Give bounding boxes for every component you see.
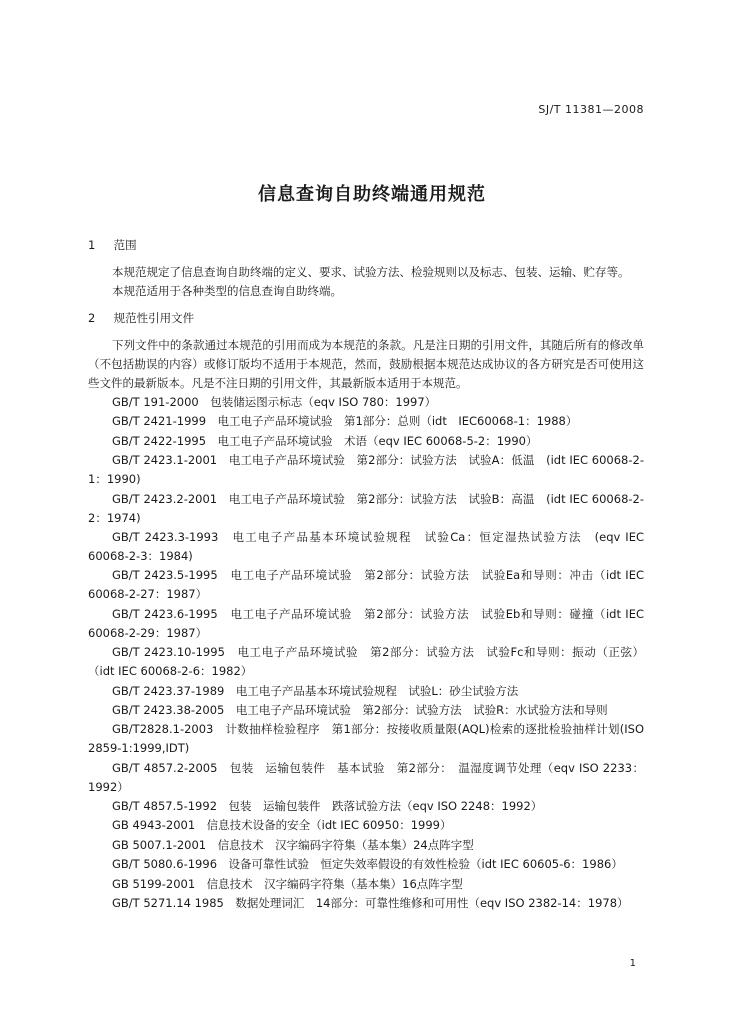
references-intro-paragraph: 下列文件中的条款通过本规范的引用而成为本规范的条款。凡是注日期的引用文件，其随后所有的修改单（不包括勘误的内容）或修订版均不适用于本规范，然而，鼓励根据本规范达成协议的各方研究是否可使用这些文件的最新版本。凡是不注日期的引用文件，其最新版本适用于本规范。 xyxy=(88,338,644,390)
scope-paragraph: 本规范适用于各种类型的信息查询自助终端。 xyxy=(112,284,342,298)
section-heading-scope xyxy=(88,236,644,255)
reference-item: GB/T 4857.5-1992 包装 运输包装件 跌落试验方法（eqv ISO 2248：1992） xyxy=(112,799,543,814)
reference-item: GB/T 2421-1999 电工电子产品环境试验 第1部分：总则（idt IEC60068-1：1988） xyxy=(112,414,578,429)
standard-code: SJ/T 11381—2008 xyxy=(538,103,644,116)
section-number: 1 xyxy=(88,238,96,252)
page-number: 1 xyxy=(629,958,636,969)
section-heading-normative-references xyxy=(88,309,644,328)
reference-item: GB/T 2422-1995 电工电子产品环境试验 术语（eqv IEC 60068-5-2：1990） xyxy=(112,433,538,448)
reference-item: GB/T 5271.14 1985 数据处理词汇 14部分：可靠性维修和可用性（eqv ISO 2382-14：1978） xyxy=(112,896,629,911)
document-title: 信息查询自助终端通用规范 xyxy=(258,184,486,205)
section-number: 2 xyxy=(88,311,96,325)
reference-item: GB/T 5080.6-1996 设备可靠性试验 恒定失效率假设的有效性检验（idt IEC 60605-6：1986） xyxy=(112,857,623,872)
reference-item: GB/T 2423.2-2001 电工电子产品环境试验 第2部分：试验方法 试验B：高温 (idt IEC 60068-2-2：1974) xyxy=(88,491,644,525)
section-title: 规范性引用文件 xyxy=(113,311,195,325)
reference-item: GB/T 191-2000 包装储运图示标志（eqv ISO 780：1997） xyxy=(112,395,437,409)
reference-item: GB/T 2423.5-1995 电工电子产品环境试验 第2部分：试验方法 试验Ea和导则：冲击（idt IEC 60068-2-27：1987） xyxy=(88,568,644,602)
section-title: 范围 xyxy=(113,238,137,252)
reference-item: GB/T 2423.38-2005 电工电子产品环境试验 第2部分：试验方法 试验R：水试验方法和导则 xyxy=(112,702,608,717)
reference-item: GB/T2828.1-2003 计数抽样检验程序 第1部分：按接收质量限(AQL)检索的逐批检验抽样计划(ISO 2859-1:1999,IDT) xyxy=(88,722,644,756)
reference-list xyxy=(88,393,644,913)
reference-item: GB/T 2423.10-1995 电工电子产品环境试验 第2部分：试验方法 试验Fc和导则：振动（正弦）（idt IEC 60068-2-6：1982） xyxy=(88,645,644,679)
reference-item: GB/T 2423.1-2001 电工电子产品环境试验 第2部分：试验方法 试验A：低温 (idt IEC 60068-2-1：1990) xyxy=(88,453,644,487)
reference-item: GB 5007.1-2001 信息技术 汉字编码字符集（基本集）24点阵字型 xyxy=(112,837,474,852)
reference-item: GB 5199-2001 信息技术 汉字编码字符集（基本集）16点阵字型 xyxy=(112,876,463,891)
reference-item: GB/T 2423.37-1989 电工电子产品基本环境试验规程 试验L：砂尘试验方法 xyxy=(112,683,519,698)
document-body xyxy=(88,236,644,913)
scope-paragraph: 本规范规定了信息查询自助终端的定义、要求、试验方法、检验规则以及标志、包装、运输、贮存等。 xyxy=(112,265,630,279)
reference-item: GB/T 2423.6-1995 电工电子产品环境试验 第2部分：试验方法 试验Eb和导则：碰撞（idt IEC 60068-2-29：1987） xyxy=(88,606,644,640)
reference-item: GB/T 4857.2-2005 包装 运输包装件 基本试验 第2部分： 温湿度调节处理（eqv ISO 2233：1992） xyxy=(88,760,644,794)
reference-item: GB/T 2423.3-1993 电工电子产品基本环境试验规程 试验Ca：恒定湿热试验方法 (eqv IEC 60068-2-3：1984) xyxy=(88,529,644,563)
reference-item: GB 4943-2001 信息技术设备的安全（idt IEC 60950：1999） xyxy=(112,818,452,833)
